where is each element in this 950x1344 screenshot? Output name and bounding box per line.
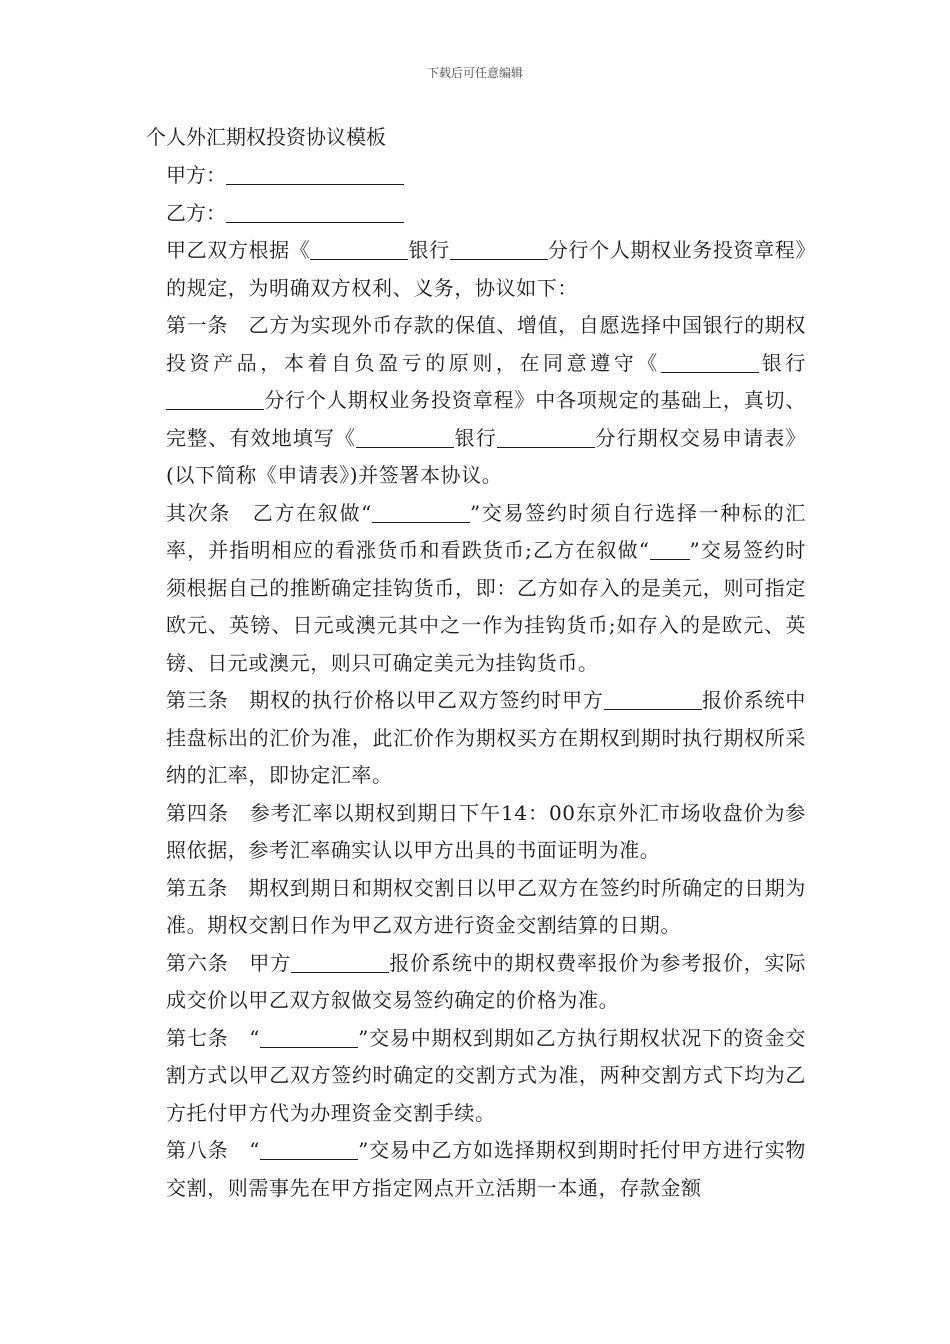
- text-segment: 第七条 “: [166, 1025, 261, 1050]
- text-segment: 分行个人期权业务投资章程》的规定，为明确双方权利、义务，协议如下：: [166, 238, 807, 300]
- blank-line: [226, 202, 404, 223]
- party-a-line: [146, 156, 806, 194]
- article-7: [146, 1020, 806, 1133]
- text-segment: 银行: [758, 350, 806, 375]
- party-b-line: [146, 194, 806, 232]
- intro-paragraph: [146, 232, 806, 307]
- text-segment: 报价系统中挂盘标出的汇价为准，此汇价作为期权买方在期权到期时执行期权所采纳的汇率，即协定汇率。: [166, 688, 806, 787]
- blank-line: [260, 1139, 358, 1160]
- blank-line: [604, 689, 702, 710]
- article-8: [146, 1132, 806, 1207]
- blank-line: [661, 352, 759, 373]
- article-6: [146, 945, 806, 1020]
- blank-line: [356, 427, 454, 448]
- text-segment: 第六条 甲方: [166, 950, 292, 975]
- text-segment: 银行: [408, 238, 450, 262]
- blank-line: [260, 1027, 358, 1048]
- text-segment: ”交易中期权到期如乙方执行期权状况下的资金交割方式以甲乙双方签约时确定的交割方式为准，两种交割方式下均为乙方托付甲方代为办理资金交割手续。: [166, 1025, 806, 1125]
- blank-line: [291, 952, 389, 973]
- blank-line: [226, 164, 404, 185]
- document-title: 个人外汇期权投资协议模板: [146, 125, 386, 149]
- text-segment: 分行个人期权业务投资章程》中各项规定的基础上，真切、完整、有效地填写《: [166, 388, 806, 450]
- text-segment: 其次条 乙方在叙做“: [166, 500, 372, 525]
- party-b-label: 乙方：: [166, 201, 226, 225]
- blank-line: [310, 239, 408, 260]
- blank-line: [166, 389, 264, 410]
- party-a-label: 甲方：: [166, 163, 226, 187]
- article-3: [146, 682, 806, 795]
- text-segment: 第三条 期权的执行价格以甲乙双方签约时甲方: [166, 688, 604, 712]
- blank-line: [650, 539, 690, 560]
- article-2: [146, 495, 806, 683]
- blank-line: [450, 239, 548, 260]
- blank-line: [497, 427, 595, 448]
- text-segment: 第八条 “: [166, 1138, 261, 1162]
- text-segment: 第一条 乙方为实现外币存款的保值、增值，自愿选择中国银行的期权投资产品，本着自负盈亏的原则，在同意遵守《: [166, 313, 806, 375]
- text-segment: ”交易中乙方如选择期权到期时托付甲方进行实物交割，则需事先在甲方指定网点开立活期一本通，存款金额: [166, 1138, 806, 1200]
- text-segment: 分行期权交易申请表》(以下简称《申请表》)并签署本协议。: [166, 425, 807, 487]
- document-body: [146, 118, 806, 1207]
- article-4: 第四条 参考汇率以期权到期日下午14：00东京外汇市场收盘价为参照依据，参考汇率确实认以甲方出具的书面证明为准。: [166, 800, 806, 862]
- page-header: 下载后可任意编辑: [426, 66, 523, 80]
- blank-line: [372, 502, 470, 523]
- text-segment: ”交易签约时须根据自己的推断确定挂钩货币，即：乙方如存入的是美元，则可指定欧元、英镑、日元或澳元其中之一作为挂钩货币;如存入的是欧元、英镑、日元或澳元，则只可确定美元为挂钩货币。: [166, 538, 806, 675]
- article-1: [146, 307, 806, 495]
- text-segment: ”交易签约时须自行选择一种标的汇率，并指明相应的看涨货币和看跌货币;乙方在叙做“: [166, 500, 806, 562]
- article-5: 第五条 期权到期日和期权交割日以甲乙双方在签约时所确定的日期为准。期权交割日作为甲乙双方进行资金交割结算的日期。: [166, 875, 806, 937]
- text-segment: 甲乙双方根据《: [166, 238, 311, 262]
- text-segment: 银行: [454, 425, 497, 450]
- text-segment: 报价系统中的期权费率报价为参考报价，实际成交价以甲乙双方叙做交易签约确定的价格为准。: [166, 950, 806, 1012]
